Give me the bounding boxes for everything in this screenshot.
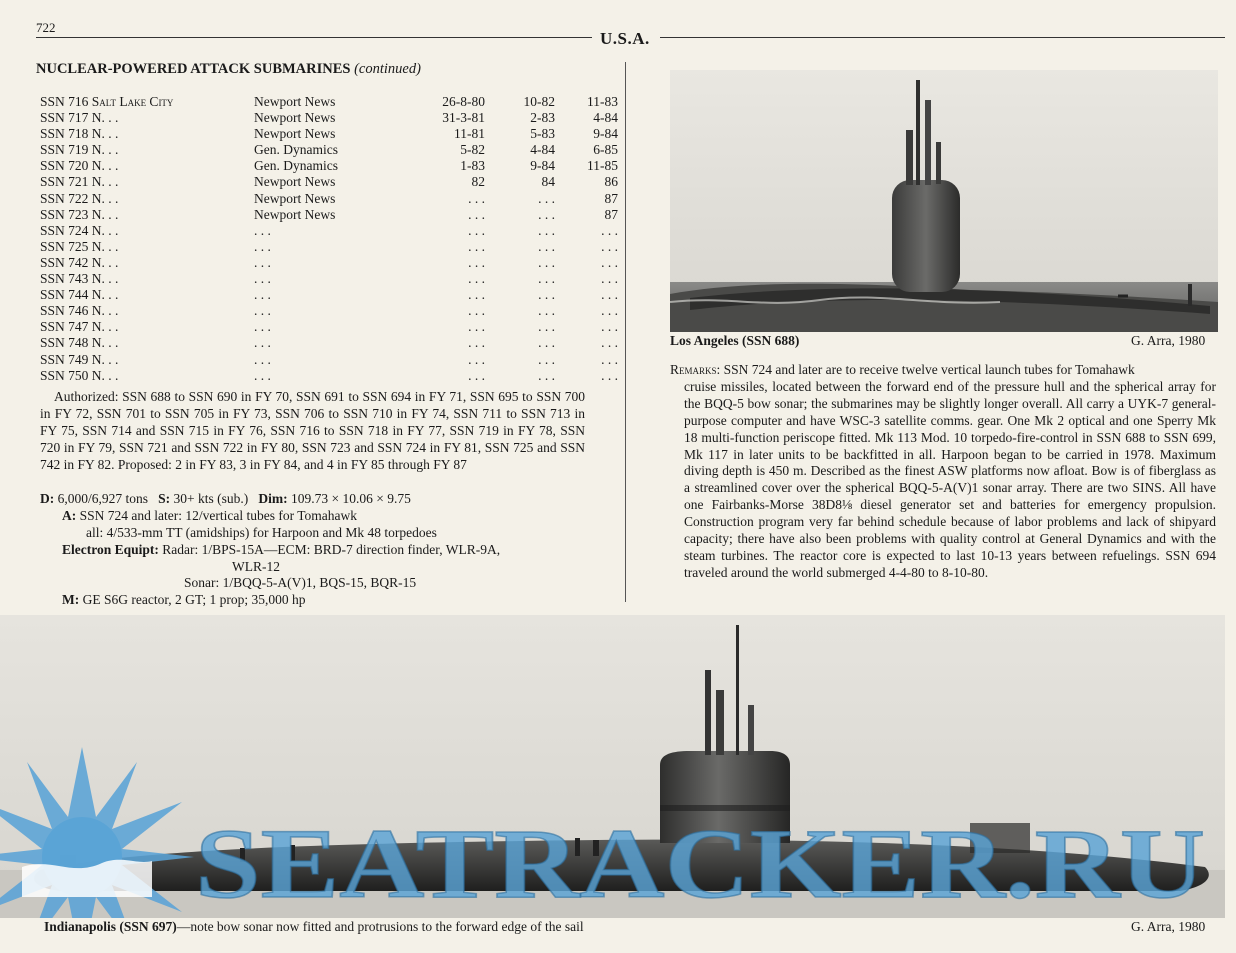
remarks-body: cruise missiles, located between the forward end of the pressure hull and the spherical array for the BQQ-5 bow sonar; the submarines may be slightly longer overall. All carry a UYK-7 general-purpose computer and have WSC-3 satellite comms. gear. One Mk 2 optical and one Sperry Mk 18 multi-function periscope fitted. Mk 113 Mod. 10 torpedo-fire-control in SSN 688 to SSN 699, Mk 117 in later units to be backfitted in all. Harpoon began to be carried in 1978. Maximum diving depth is 450 m. Described as the finest ASW platforms now afloat. Bow is of fiberglass as a streamlined cover over the spherical BQQ-5-A(V)1 sonar array. There are two SINS. All have one Fairbanks-Morse 38D8⅛ diesel generator set and batteries for emergency propulsion. Construction program very far behind schedule because of labor problems and lack of shipyard capacity; there have also been problems with quality control at General Dynamics and with the steam turbines. The reactor core is expected to last 10-13 years between refuelings. SSN 694 traveled around the world submerged 4-4-80 to 8-10-80. (684, 378, 1216, 580)
ship-yard: Newport News (254, 190, 336, 206)
ship-yard: Newport News (254, 174, 336, 190)
ship-commissioned: . . . (601, 303, 618, 319)
ship-launched: . . . (538, 190, 555, 206)
ship-laid-down: 31-3-81 (442, 110, 485, 126)
spec-displacement-line (40, 491, 600, 508)
ship-yard: . . . (254, 351, 271, 367)
ship-launched: 2-83 (530, 110, 555, 126)
ship-commissioned: . . . (601, 319, 618, 335)
ship-commissioned: . . . (601, 254, 618, 270)
remarks-paragraph (670, 362, 1216, 582)
remarks-line1: SSN 724 and later are to receive twelve vertical launch tubes for Tomahawk (723, 362, 1135, 377)
ship-commissioned: 11-85 (587, 158, 618, 174)
ship-laid-down: . . . (468, 367, 485, 383)
ship-launched: . . . (538, 271, 555, 287)
ship-launched: 5-83 (530, 126, 555, 142)
ship-launched: 10-82 (523, 94, 555, 109)
spec-d-label: D: (40, 491, 55, 506)
ship-commissioned: 9-84 (593, 126, 618, 142)
ship-commissioned: 86 (604, 174, 618, 190)
photo-indianapolis (0, 615, 1225, 918)
spec-dim-label: Dim: (258, 491, 288, 506)
ship-yard: . . . (254, 319, 271, 335)
authorized-paragraph: Authorized: SSN 688 to SSN 690 in FY 70, SSN 691 to SSN 694 in FY 71, SSN 695 to SSN 700 in FY 72, SSN 701 to SSN 705 in FY 73, SSN 706 to SSN 710 in FY 74, SSN 711 to SSN 713 in FY 75, SSN 714 and SSN 715 in FY 76, SSN 716 to SSN 718 in FY 77, SSN 719 in FY 78, SSN 720 in FY 79, SSN 721 and SSN 722 in FY 80, SSN 723 and SSN 724 in FY 81, SSN 725 and SSN 742 in FY 82. Proposed: 2 in FY 83, 3 in FY 84, and 4 in FY 85 through FY 87 (40, 389, 585, 472)
country-header: U.S.A. (600, 29, 650, 48)
ship-commissioned: 11-83 (587, 94, 618, 109)
ship-launched: . . . (538, 319, 555, 335)
ship-yard: . . . (254, 222, 271, 238)
column-divider (625, 62, 626, 602)
spec-electron-line2: WLR-12 (232, 558, 280, 574)
ship-hull: SSN 718 N. . . (40, 126, 119, 142)
ship-yard: . . . (254, 287, 271, 303)
ship-yard: . . . (254, 335, 271, 351)
ship-commissioned: . . . (601, 238, 618, 254)
ship-laid-down: . . . (468, 271, 485, 287)
submarine-photo-top (670, 70, 1218, 332)
ship-launched: . . . (538, 287, 555, 303)
ship-laid-down: . . . (468, 206, 485, 222)
ship-commissioned: . . . (601, 335, 618, 351)
ship-launched: . . . (538, 254, 555, 270)
photo-credit-bottom: G. Arra, 1980 (1131, 919, 1206, 934)
ship-launched: . . . (538, 206, 555, 222)
ship-commissioned: 87 (604, 206, 618, 222)
ship-laid-down: . . . (468, 287, 485, 303)
ship-laid-down: . . . (468, 335, 485, 351)
spec-d-value: 6,000/6,927 tons (57, 491, 149, 506)
spec-machinery-line (40, 592, 600, 609)
ship-yard: Newport News (254, 206, 336, 222)
photo-caption-top: Los Angeles (SSN 688) (670, 333, 800, 348)
photo-caption-bottom (44, 919, 584, 935)
ship-laid-down: . . . (468, 351, 485, 367)
ship-laid-down: 11-81 (454, 126, 485, 142)
photo-credit-top: G. Arra, 1980 (1131, 333, 1206, 348)
header-rule (36, 37, 592, 38)
ship-hull: SSN 725 N. . . (40, 238, 119, 254)
ship-yard: Newport News (254, 94, 336, 109)
ship-hull: SSN 720 N. . . (40, 158, 119, 174)
spec-m-value: GE S6G reactor, 2 GT; 1 prop; 35,000 hp (82, 592, 306, 608)
ship-hull: SSN 744 N. . . (40, 287, 119, 303)
page-number: 722 (36, 20, 56, 35)
ship-hull: SSN 721 N. . . (40, 174, 119, 190)
ship-laid-down: . . . (468, 238, 485, 254)
specifications (40, 491, 600, 609)
header-rule (660, 37, 1225, 38)
ship-yard: . . . (254, 254, 271, 270)
ship-hull: SSN 716 Salt Lake City (40, 94, 174, 109)
section-title-text: NUCLEAR-POWERED ATTACK SUBMARINES (36, 61, 351, 77)
ship-hull: SSN 722 N. . . (40, 190, 119, 206)
ship-launched: . . . (538, 367, 555, 383)
ship-laid-down: . . . (468, 303, 485, 319)
ship-hull: SSN 723 N. . . (40, 206, 119, 222)
ship-yard: Gen. Dynamics (254, 158, 338, 174)
ship-launched: 84 (541, 174, 555, 190)
ship-commissioned: 6-85 (593, 142, 618, 158)
ship-hull: SSN 749 N. . . (40, 351, 119, 367)
remarks-label: Remarks: (670, 362, 721, 377)
spec-armament-line (40, 508, 600, 525)
spec-dim-value: 109.73 × 10.06 × 9.75 (291, 491, 411, 506)
photo-los-angeles (670, 70, 1218, 332)
ship-hull: SSN 724 N. . . (40, 222, 119, 238)
ship-laid-down: . . . (468, 190, 485, 206)
section-title-continued: (continued) (354, 61, 421, 77)
ship-laid-down: . . . (468, 319, 485, 335)
ship-yard: Gen. Dynamics (254, 142, 338, 158)
ship-commissioned: . . . (601, 222, 618, 238)
ship-commissioned: . . . (601, 271, 618, 287)
ship-launched: 9-84 (530, 158, 555, 174)
ship-hull: SSN 742 N. . . (40, 254, 119, 270)
ship-commissioned: . . . (601, 287, 618, 303)
ship-yard: Newport News (254, 126, 336, 142)
section-title (36, 61, 421, 78)
ship-yard: . . . (254, 303, 271, 319)
spec-m-label: M: (62, 592, 80, 608)
ship-launched: . . . (538, 351, 555, 367)
ship-launched: . . . (538, 303, 555, 319)
photo-caption-bottom-text: —note bow sonar now fitted and protrusions to the forward edge of the sail (176, 919, 584, 934)
ship-yard: . . . (254, 271, 271, 287)
ship-hull: SSN 750 N. . . (40, 367, 119, 383)
spec-electron-line3: Sonar: 1/BQQ-5-A(V)1, BQS-15, BQR-15 (184, 575, 417, 591)
ship-laid-down: . . . (468, 254, 485, 270)
ship-launched: 4-84 (530, 142, 555, 158)
spec-s-label: S: (158, 491, 171, 506)
ship-laid-down: . . . (468, 222, 485, 238)
spec-a-label: A: (62, 507, 77, 523)
ship-hull: SSN 717 N. . . (40, 110, 119, 126)
watermark-text: SEATRACKER.RU (195, 808, 1205, 918)
ship-laid-down: 1-83 (460, 158, 485, 174)
ship-hull: SSN 719 N. . . (40, 142, 119, 158)
spec-a-line1: SSN 724 and later: 12/vertical tubes for Tomahawk (79, 507, 357, 523)
ship-yard: . . . (254, 367, 271, 383)
submarine-photo-bottom (0, 615, 1225, 918)
spec-electron-line1: Radar: 1/BPS-15A—ECM: BRD-7 direction finder, WLR-9A, (162, 541, 501, 557)
ship-commissioned: . . . (601, 351, 618, 367)
remarks-first-line (670, 362, 1216, 379)
ship-launched: . . . (538, 238, 555, 254)
spec-electron-label: Electron Equipt: (62, 541, 159, 557)
ship-commissioned: . . . (601, 367, 618, 383)
ship-hull: SSN 746 N. . . (40, 303, 119, 319)
ship-launched: . . . (538, 335, 555, 351)
ship-commissioned: 87 (604, 190, 618, 206)
spec-s-value: 30+ kts (sub.) (173, 491, 249, 506)
ship-yard: Newport News (254, 110, 336, 126)
spec-electronics-line (40, 542, 600, 559)
ship-laid-down: 5-82 (460, 142, 485, 158)
ship-yard: . . . (254, 238, 271, 254)
ship-commissioned: 4-84 (593, 110, 618, 126)
ship-laid-down: 82 (471, 174, 485, 190)
ship-laid-down: 26-8-80 (442, 94, 485, 109)
spec-a-line2: all: 4/533-mm TT (amidships) for Harpoon and Mk 48 torpedoes (86, 524, 437, 540)
photo-caption-bottom-name: Indianapolis (SSN 697) (44, 919, 177, 934)
ship-hull: SSN 743 N. . . (40, 271, 119, 287)
ship-hull: SSN 748 N. . . (40, 335, 119, 351)
ship-hull: SSN 747 N. . . (40, 319, 119, 335)
ship-launched: . . . (538, 222, 555, 238)
